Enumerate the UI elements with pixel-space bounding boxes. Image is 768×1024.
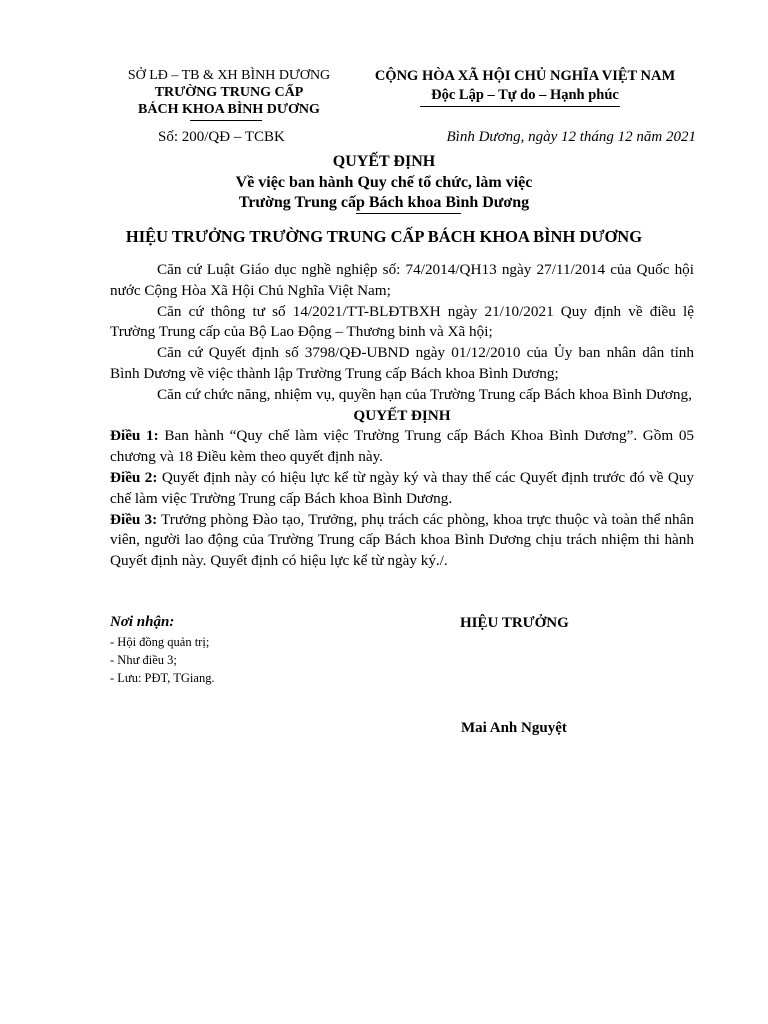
signer-title: HIỆU TRƯỞNG (460, 615, 569, 631)
can-cu-3: Căn cứ Quyết định số 3798/QĐ-UBND ngày 01/12/2010 của Ủy ban nhân dân tỉnh Bình Dương về việc thành lập Trường Trung cấp Bách khoa Bình Dương; (110, 344, 694, 382)
can-cu-1: Căn cứ Luật Giáo dục nghề nghiệp số: 74/2014/QH13 ngày 27/11/2014 của Quốc hội nước Cộng Hòa Xã Hội Chủ Nghĩa Việt Nam; (110, 261, 694, 299)
document-subtitle-2: Trường Trung cấp Bách khoa Bình Dương (238, 194, 530, 211)
article-2-label: Điều 2: (110, 468, 158, 486)
document-title: QUYẾT ĐỊNH (332, 153, 436, 170)
header-left-underline (190, 120, 262, 121)
header-left-school-line1: TRƯỜNG TRUNG CẤP (154, 85, 304, 100)
article-3-text: Trưởng phòng Đào tạo, Trưởng, phụ trách các phòng, khoa trực thuộc và toàn thể nhân viên, người lao động của Trường Trung cấp Bách khoa Bình Dương chịu trách nhiệm thi hành Quyết định này. Quyết định có hiệu lực kể từ ngày ký./. (110, 510, 694, 570)
recipient-item: - Như điều 3; (110, 653, 177, 667)
decision-heading: QUYẾT ĐỊNH (353, 406, 451, 424)
recipients-list (110, 633, 215, 687)
recipient-item: - Lưu: PĐT, TGiang. (110, 671, 215, 685)
document-date: Bình Dương, ngày 12 tháng 12 năm 2021 (446, 129, 696, 145)
national-motto: Độc Lập – Tự do – Hạnh phúc (431, 87, 619, 103)
recipient-item: - Hội đồng quản trị; (110, 635, 210, 649)
document-subtitle-1: Về việc ban hành Quy chế tổ chức, làm việc (235, 174, 533, 191)
header-left-school-line2: BÁCH KHOA BÌNH DƯƠNG (138, 102, 320, 117)
national-title: CỘNG HÒA XÃ HỘI CHỦ NGHĨA VIỆT NAM (374, 68, 676, 84)
header-left-agency: SỞ LĐ – TB & XH BÌNH DƯƠNG (127, 68, 331, 83)
article-1-text: Ban hành “Quy chế làm việc Trường Trung cấp Bách Khoa Bình Dương”. Gồm 05 chương và 18 Điều kèm theo quyết định này. (110, 427, 695, 466)
article-3 (110, 510, 694, 572)
document-number: Số: 200/QĐ – TCBK (158, 129, 285, 145)
article-3-label: Điều 3: (110, 510, 158, 528)
article-2-text: Quyết định này có hiệu lực kể từ ngày ký và thay thế các Quyết định trước đó về Quy chế làm việc Trường Trung cấp Bách khoa Bình Dương. (110, 468, 694, 507)
document-body (110, 260, 694, 572)
national-motto-underline (420, 106, 620, 107)
issuing-authority: HIỆU TRƯỞNG TRƯỜNG TRUNG CẤP BÁCH KHOA BÌNH DƯƠNG (125, 227, 643, 246)
header-left (110, 67, 348, 118)
article-1 (110, 426, 694, 468)
recipients-label: Nơi nhận: (110, 614, 175, 630)
can-cu-4: Căn cứ chức năng, nhiệm vụ, quyền hạn của Trường Trung cấp Bách khoa Bình Dương, (157, 385, 692, 403)
article-2 (110, 468, 694, 510)
can-cu-2: Căn cứ thông tư số 14/2021/TT-BLĐTBXH ngày 21/10/2021 Quy định về điều lệ Trường Trung cấp của Bộ Lao Động – Thương binh và Xã hội; (110, 302, 694, 341)
signer-name: Mai Anh Nguyệt (461, 720, 567, 736)
header-right (355, 67, 695, 105)
article-1-label: Điều 1: (110, 427, 159, 445)
title-underline (356, 213, 461, 214)
